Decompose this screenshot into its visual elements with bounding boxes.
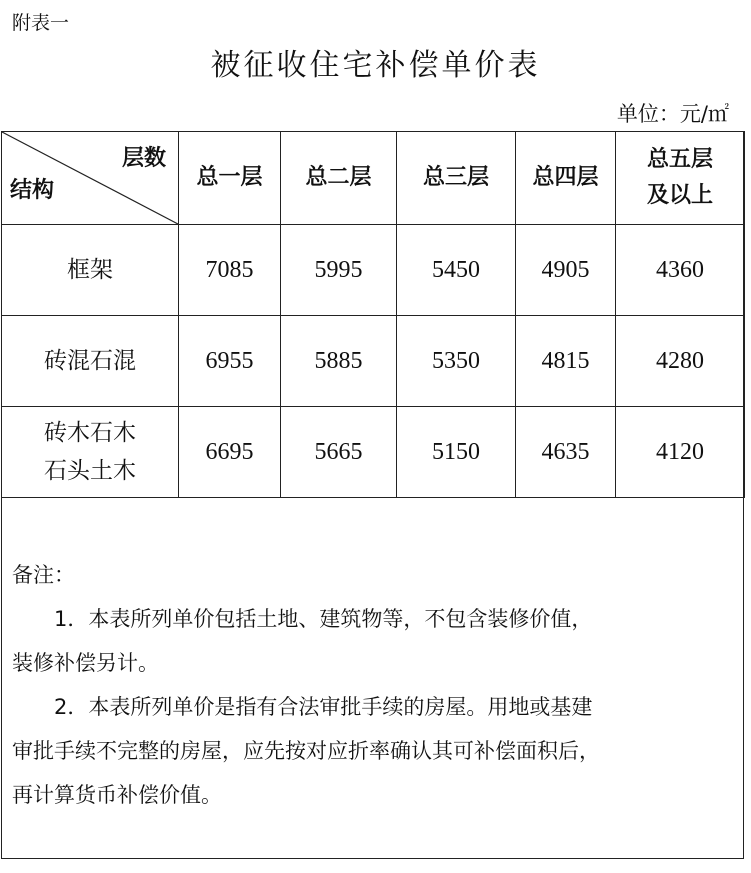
price-cell: 6695 bbox=[179, 407, 281, 498]
corner-header-cell bbox=[2, 132, 179, 225]
structure-cell bbox=[2, 407, 179, 498]
note-1-line-2: 装修补偿另计。 bbox=[12, 651, 159, 675]
table-row bbox=[2, 225, 745, 316]
unit-label: 单位：元/㎡ bbox=[616, 102, 729, 126]
price-cell: 5995 bbox=[281, 225, 397, 316]
price-cell: 5450 bbox=[397, 225, 516, 316]
floors-axis-label: 层数 bbox=[121, 146, 166, 171]
structure-cell bbox=[2, 225, 179, 316]
appendix-label: 附表一 bbox=[12, 12, 70, 34]
column-header-text: 总三层 bbox=[422, 165, 489, 190]
structure-axis-label: 结构 bbox=[10, 178, 55, 203]
structure-text: 石头土木 bbox=[44, 458, 136, 484]
page-title: 被征收住宅补偿单价表 bbox=[210, 48, 541, 83]
price-cell: 4815 bbox=[516, 316, 616, 407]
column-header bbox=[516, 132, 616, 225]
structure-text: 砖混石混 bbox=[44, 348, 136, 374]
note-2-line-1: 2．本表所列单价是指有合法审批手续的房屋。用地或基建 bbox=[54, 695, 593, 719]
notes-section bbox=[12, 553, 728, 817]
note-1-line-1: 1．本表所列单价包括土地、建筑物等，不包含装修价值， bbox=[54, 607, 593, 631]
price-cell: 4120 bbox=[616, 407, 745, 498]
price-cell: 6955 bbox=[179, 316, 281, 407]
column-header bbox=[179, 132, 281, 225]
price-cell: 5885 bbox=[281, 316, 397, 407]
price-cell: 4280 bbox=[616, 316, 745, 407]
column-header bbox=[397, 132, 516, 225]
column-header-text: 总五层 bbox=[646, 147, 713, 172]
column-header-text: 总四层 bbox=[532, 165, 599, 190]
table-row bbox=[2, 407, 745, 498]
column-header bbox=[616, 132, 745, 225]
note-2-line-3: 再计算货币补偿价值。 bbox=[12, 783, 222, 807]
column-header-text: 总二层 bbox=[305, 165, 372, 190]
price-cell: 5350 bbox=[397, 316, 516, 407]
price-cell: 7085 bbox=[179, 225, 281, 316]
compensation-table bbox=[1, 131, 745, 498]
price-cell: 5150 bbox=[397, 407, 516, 498]
column-header-text: 及以上 bbox=[646, 183, 713, 208]
price-cell: 4360 bbox=[616, 225, 745, 316]
note-2-line-2: 审批手续不完整的房屋，应先按对应折率确认其可补偿面积后， bbox=[12, 739, 600, 763]
table-header-row bbox=[2, 132, 745, 225]
structure-cell bbox=[2, 316, 179, 407]
price-cell: 5665 bbox=[281, 407, 397, 498]
notes-heading: 备注： bbox=[12, 563, 75, 587]
price-cell: 4635 bbox=[516, 407, 616, 498]
price-cell: 4905 bbox=[516, 225, 616, 316]
column-header-text: 总一层 bbox=[196, 165, 263, 190]
column-header bbox=[281, 132, 397, 225]
structure-text: 砖木石木 bbox=[44, 420, 136, 446]
table-row bbox=[2, 316, 745, 407]
structure-text: 框架 bbox=[67, 257, 113, 283]
